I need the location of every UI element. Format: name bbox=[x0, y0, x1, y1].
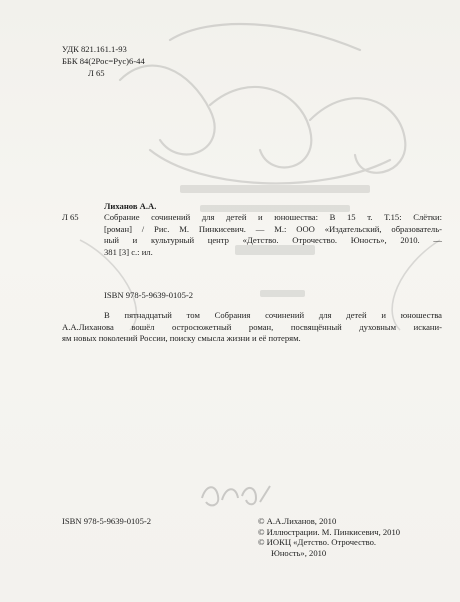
bibliography-line: 381 [3] с.: ил. bbox=[104, 246, 153, 257]
footer-isbn: ISBN 978-5-9639-0105-2 bbox=[62, 516, 152, 526]
bibliography-isbn: ISBN 978-5-9639-0105-2 bbox=[104, 290, 194, 300]
bibliography-author: Лиханов А.А. bbox=[104, 201, 157, 211]
copyright-line: Юность», 2010 bbox=[271, 547, 327, 558]
bbk-code: ББК 84(2Рос=Рус)6-44 bbox=[62, 56, 145, 66]
bibliography-line: ный и культурный центр «Детство. Отрочество. Юность», 2010. — bbox=[104, 235, 442, 246]
copyright-line: © Иллюстрации. М. Пинкисевич, 2010 bbox=[258, 526, 401, 537]
author-mark: Л 65 bbox=[88, 68, 105, 78]
annotation-line: А.А.Лиханова вошёл остросюжетный роман, посвящённый духовным искани- bbox=[62, 321, 442, 332]
bibliography-description bbox=[104, 212, 442, 258]
copyright-block bbox=[258, 516, 400, 558]
bibliography-line: [роман] / Рис. М. Пинкисевич. — М.: ООО «Издательский, образователь- bbox=[104, 223, 442, 234]
annotation-line: В пятнадцатый том Собрания сочинений для детей и юношества bbox=[104, 310, 442, 320]
copyright-line: © А.А.Лиханов, 2010 bbox=[258, 516, 337, 526]
inventory-stamp bbox=[196, 476, 276, 512]
bibliography-author-mark: Л 65 bbox=[62, 212, 79, 222]
udk-code: УДК 821.161.1-93 bbox=[62, 44, 127, 54]
bibliography-line: Собрание сочинений для детей и юношества: В 15 т. Т.15: Слётки: bbox=[104, 212, 442, 222]
copyright-line: © ИОКЦ «Детство. Отрочество. bbox=[258, 537, 377, 548]
annotation-line: ям новых поколений России, поиску смысла жизни и её потерям. bbox=[62, 333, 301, 344]
annotation-paragraph bbox=[62, 310, 442, 345]
